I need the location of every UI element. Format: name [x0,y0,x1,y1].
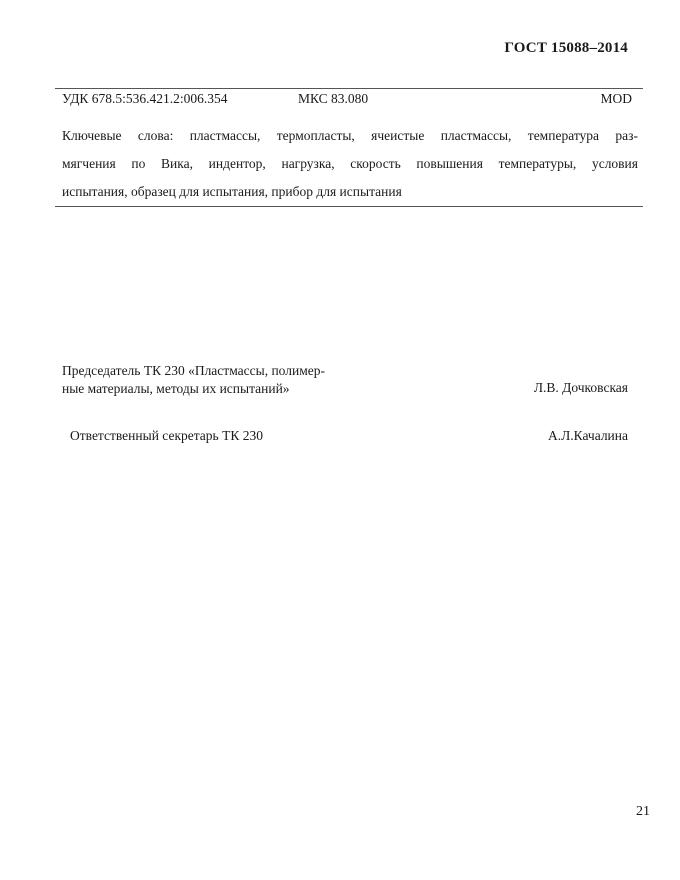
mod-marker: MOD [600,91,632,106]
chair-name: Л.В. Дочковская [533,380,628,395]
bottom-divider [55,206,643,207]
udc-code: УДК 678.5:536.421.2:006.354 [62,91,228,106]
mks-code: МКС 83.080 [298,91,369,106]
keywords-line: мягчения по Вика, индентор, нагрузка, скорость повышения температуры, условия [62,156,638,171]
chair-role-line: Председатель ТК 230 «Пластмассы, полимер- [62,363,325,378]
top-divider [55,88,643,89]
chair-role [62,362,392,398]
secretary-role: Ответственный секретарь ТК 230 [70,428,263,443]
keywords-line: Ключевые слова: пластмассы, термопласты, ячеистые пластмассы, температура раз- [62,128,638,143]
secretary-signature-block [62,428,628,444]
chair-signature-block [62,362,628,398]
classification-row [62,91,632,109]
chair-role-line: ные материалы, методы их испытаний» [62,381,290,396]
document-code: ГОСТ 15088–2014 [504,40,628,56]
secretary-name: А.Л.Качалина [547,428,628,443]
keywords-paragraph [62,122,638,206]
keywords-line: испытания, образец для испытания, прибор для испытания [62,184,402,199]
page-number: 21 [636,804,650,819]
